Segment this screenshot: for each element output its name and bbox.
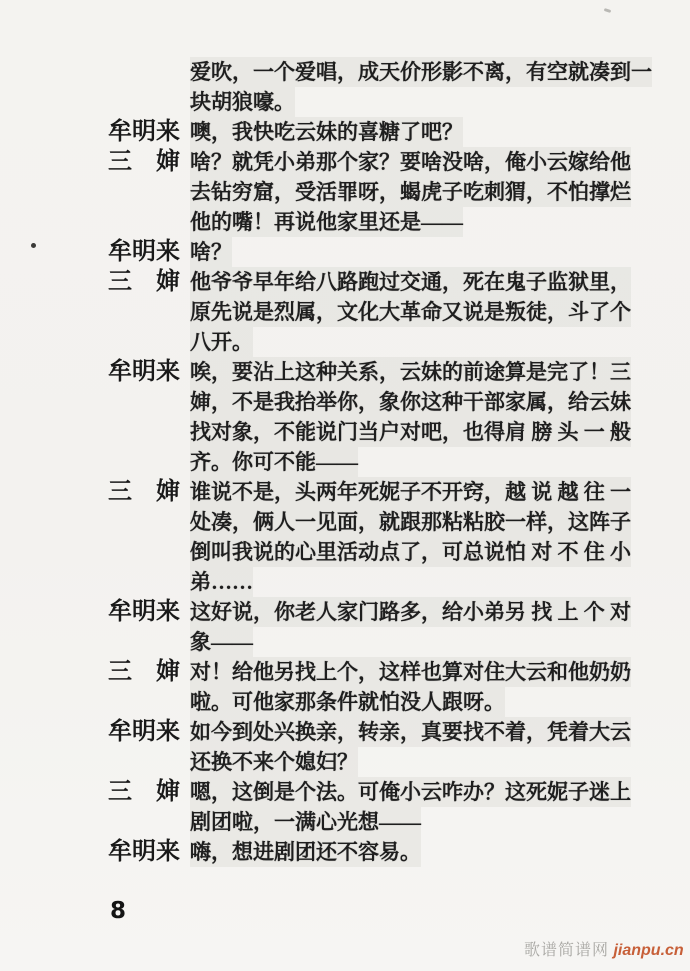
dialogue-line: 他的嘴！再说他家里还是—— — [190, 207, 463, 237]
dialogue-line: 啥？就凭小弟那个家？要啥没啥，俺小云嫁给他 — [190, 147, 631, 177]
dialogue-line: 处凑，俩人一见面，就跟那粘粘胶一样，这阵子 — [190, 507, 631, 537]
dialogue-line: 弟…… — [190, 567, 253, 597]
speaker-name: 三 婶 — [108, 269, 180, 295]
dialogue-entry — [108, 357, 638, 477]
dialogue-entry — [108, 597, 638, 657]
scan-speck-icon — [604, 8, 612, 13]
dialogue-line: 块胡狼嚎。 — [190, 87, 295, 117]
watermark-site-name: 歌谱简谱网 — [524, 942, 610, 959]
dialogue-line: 他爷爷早年给八路跑过交通，死在鬼子监狱里， — [190, 267, 631, 297]
dialogue-text — [182, 657, 638, 717]
dialogue-text — [182, 837, 638, 867]
dialogue-text — [182, 357, 638, 477]
speaker-name: 三 婶 — [108, 149, 180, 175]
dialogue-line: 爱吹，一个爱唱，成天价形影不离，有空就凑到一 — [190, 57, 652, 87]
page-number: 8 — [110, 898, 127, 924]
speaker-name: 牟明来 — [108, 839, 180, 865]
dialogue-line: 谁说不是，头两年死妮子不开窍，越 说 越 往 一 — [190, 477, 631, 507]
speaker-name: 牟明来 — [108, 239, 180, 265]
dialogue-line: 啥？ — [190, 237, 232, 267]
dialogue-entry — [108, 777, 638, 837]
watermark-site-url: jianpu.cn — [613, 942, 684, 959]
dialogue-text — [182, 117, 638, 147]
dialogue-entry — [108, 717, 638, 777]
dialogue-text — [182, 477, 638, 597]
dialogue-line: 齐。你可不能—— — [190, 447, 358, 477]
dialogue-entry — [108, 57, 652, 117]
dialogue-line: 还换不来个媳妇？ — [190, 747, 358, 777]
speaker-name: 三 婶 — [108, 779, 180, 805]
dialogue-line: 原先说是烈属，文化大革命又说是叛徒，斗了个 — [190, 297, 631, 327]
watermark — [524, 937, 684, 960]
dialogue-text — [182, 57, 652, 117]
dialogue-line: 嗨，想进剧团还不容易。 — [190, 837, 421, 867]
dialogue-line: 倒叫我说的心里活动点了，可总说怕 对 不 住 小 — [190, 537, 631, 567]
speaker-name: 牟明来 — [108, 359, 180, 385]
dialogue-entry — [108, 657, 638, 717]
dialogue-line: 剧团啦，一满心光想—— — [190, 807, 421, 837]
speaker-name: 牟明来 — [108, 719, 180, 745]
speaker-name: 牟明来 — [108, 599, 180, 625]
dialogue-line: 象—— — [190, 627, 253, 657]
dialogue-text — [182, 237, 638, 267]
dialogue-text — [182, 717, 638, 777]
dialogue-entry — [108, 477, 638, 597]
dialogue-text — [182, 267, 638, 357]
speaker-name: 三 婶 — [108, 479, 180, 505]
dialogue-line: 噢，我快吃云妹的喜糖了吧？ — [190, 117, 463, 147]
dialogue-line: 这好说，你老人家门路多，给小弟另 找 上 个 对 — [190, 597, 631, 627]
dialogue-line: 唉，要沾上这种关系，云妹的前途算是完了！三 — [190, 357, 631, 387]
dialogue-line: 啦。可他家那条件就怕没人跟呀。 — [190, 687, 505, 717]
script-body — [108, 57, 652, 867]
dialogue-text — [182, 777, 638, 837]
dialogue-text — [182, 147, 638, 237]
scan-speck-icon — [31, 243, 36, 248]
dialogue-line: 嗯，这倒是个法。可俺小云咋办？这死妮子迷上 — [190, 777, 631, 807]
speaker-name: 三 婶 — [108, 659, 180, 685]
dialogue-line: 找对象，不能说门当户对吧，也得肩 膀 头 一 般 — [190, 417, 631, 447]
dialogue-line: 对！给他另找上个，这样也算对住大云和他奶奶 — [190, 657, 631, 687]
dialogue-line: 八开。 — [190, 327, 253, 357]
dialogue-line: 去钻穷窟，受活罪呀，蝎虎子吃刺猬，不怕撑烂 — [190, 177, 631, 207]
dialogue-text — [182, 597, 638, 657]
dialogue-entry — [108, 837, 638, 867]
dialogue-entry — [108, 267, 638, 357]
speaker-name: 牟明来 — [108, 119, 180, 145]
dialogue-line: 如今到处兴换亲，转亲，真要找不着，凭着大云 — [190, 717, 631, 747]
dialogue-entry — [108, 117, 638, 147]
dialogue-line: 婶，不是我抬举你，象你这种干部家属，给云妹 — [190, 387, 631, 417]
dialogue-entry — [108, 147, 638, 237]
dialogue-entry — [108, 237, 638, 267]
